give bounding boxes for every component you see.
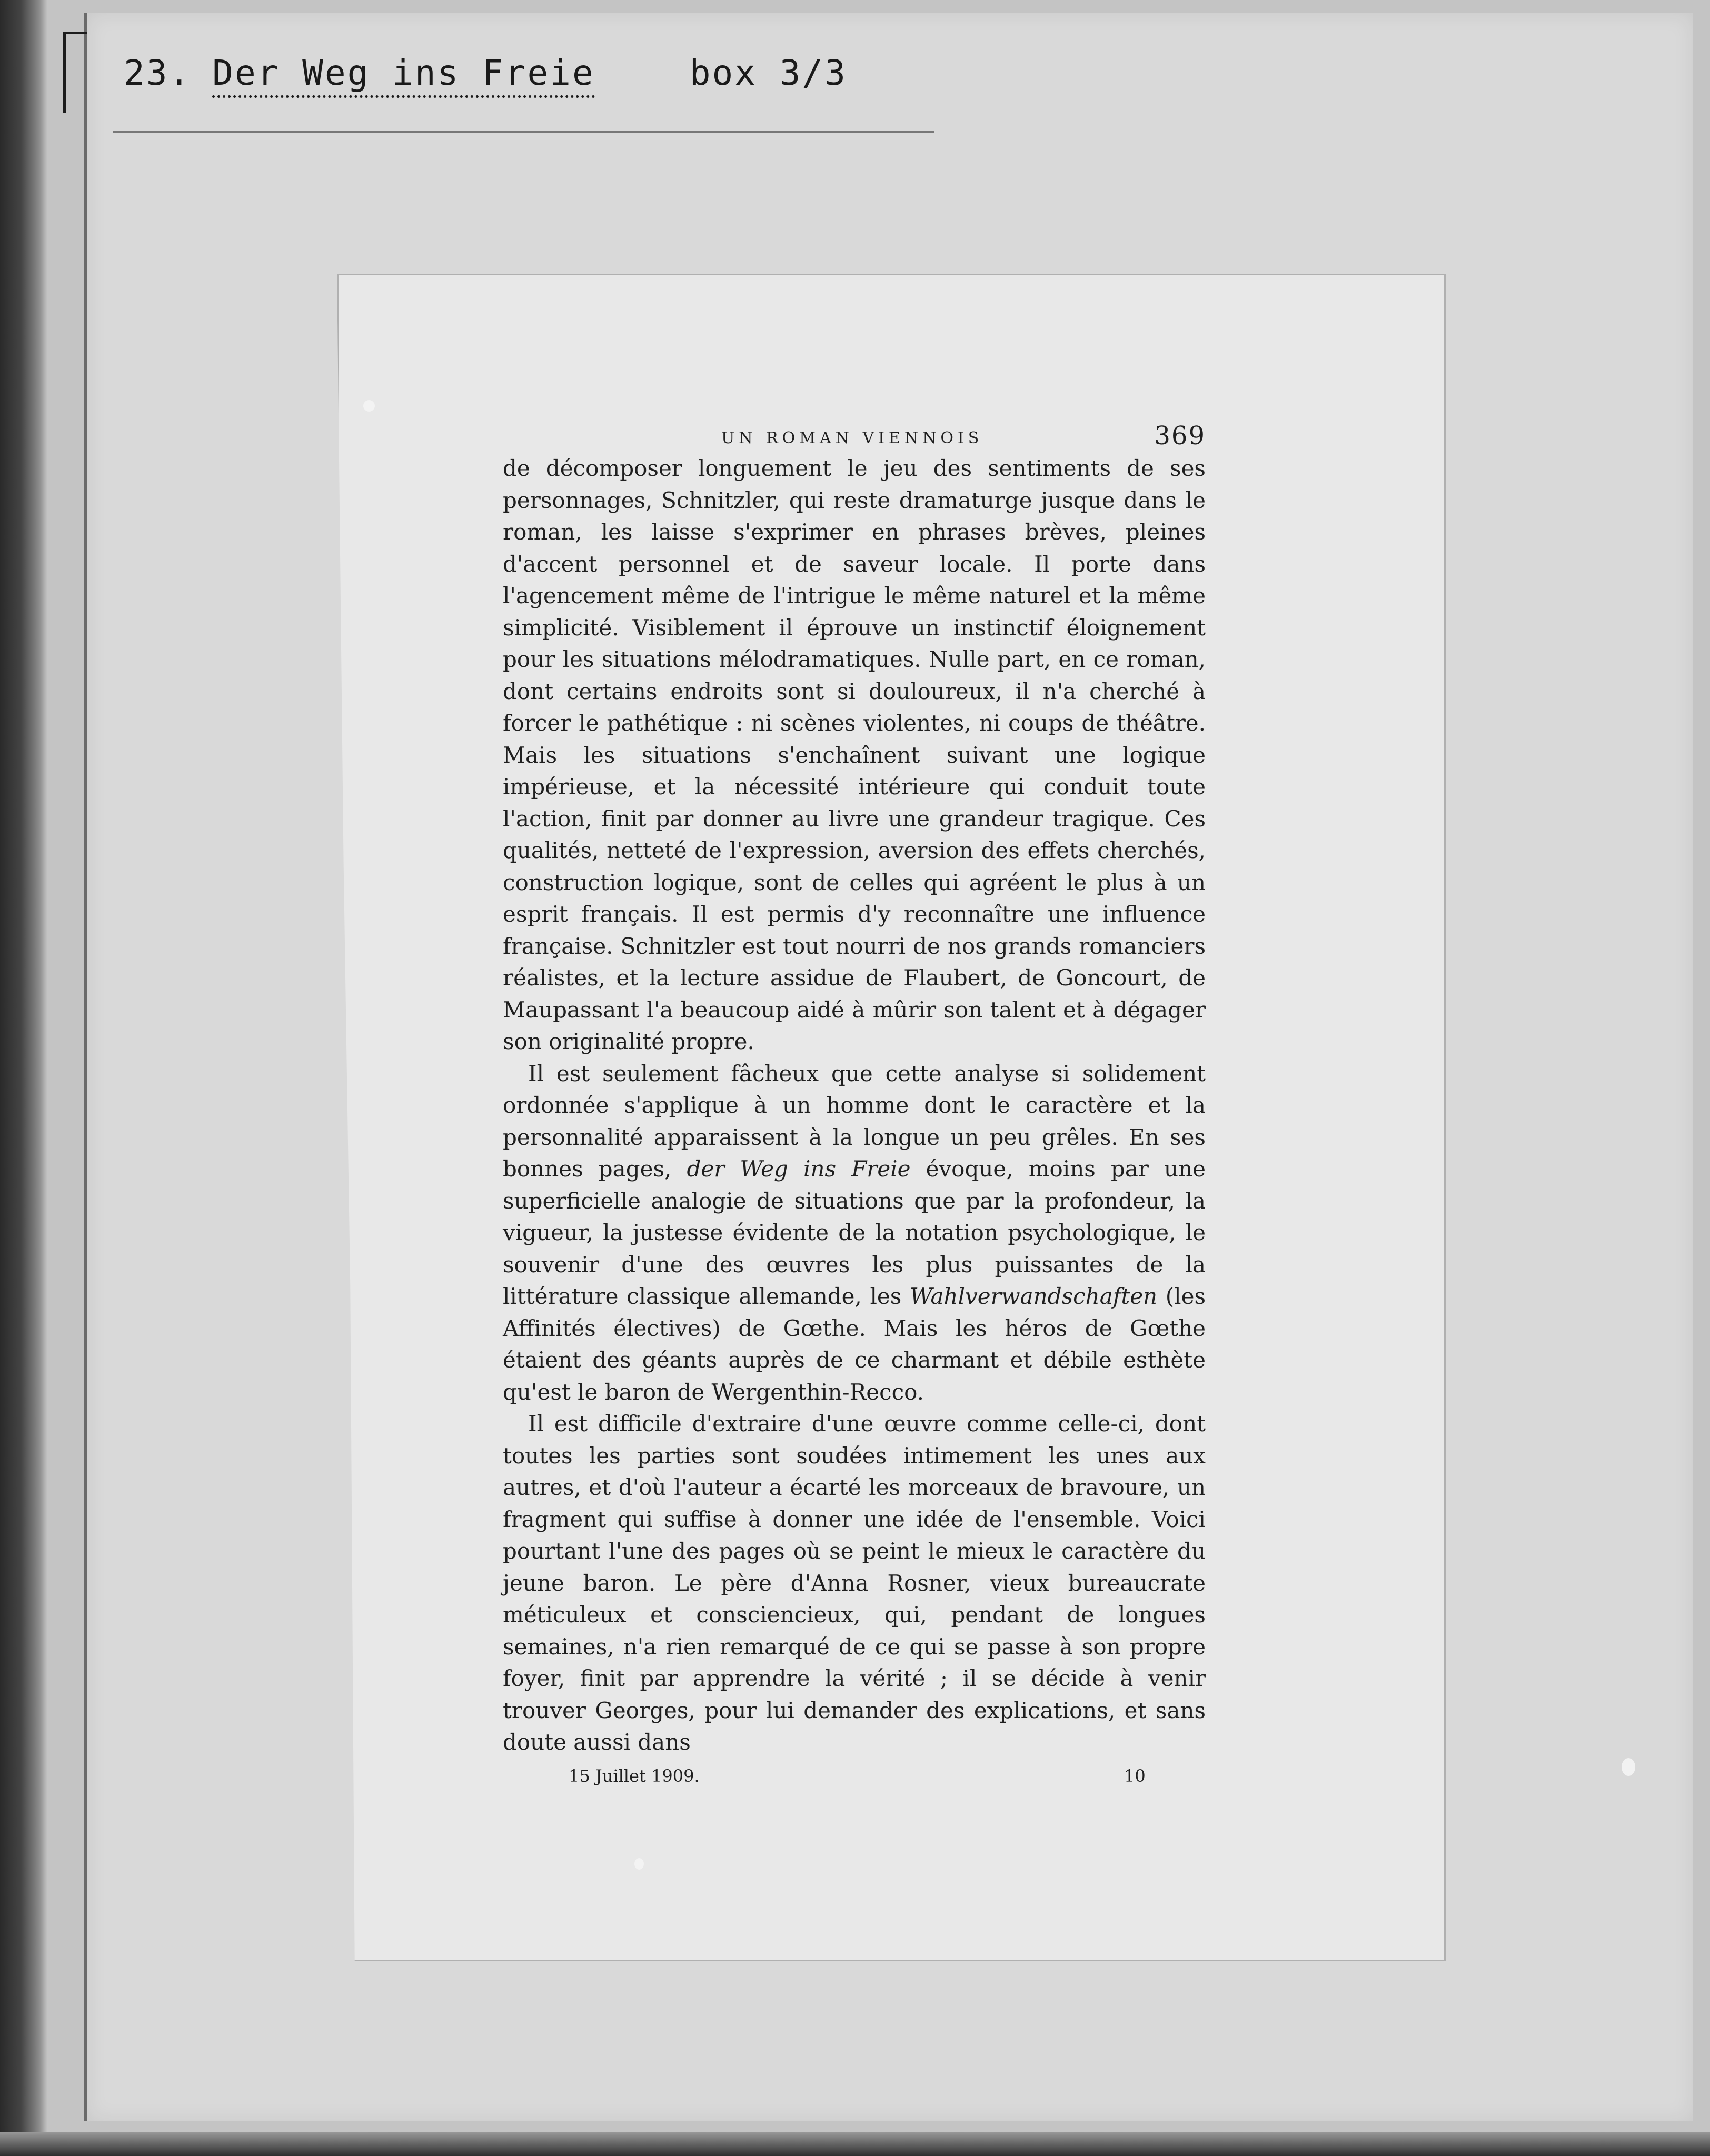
paragraph-text: (les Affinités électives) de Gœthe. Mais les héros de Gœthe étaient des géants auprès de ce charmant et débile esthète qu'est le baron de Wergenthin-Recco.: [503, 1283, 1206, 1405]
page-footer: [503, 1762, 1206, 1793]
footer-date: 15 Juillet 1909.: [569, 1765, 700, 1786]
paragraph-text: Il est seulement fâcheux que cette analyse si solidement ordonnée s'applique à un homme dont le caractère et la personnalité apparaissent à la longue un peu grêles. En ses bonnes pages,: [503, 1060, 1206, 1182]
paragraph-text: évoque, moins par une superficielle analogie de situations que par la profondeur, la vigueur, la justesse évidente de la notation psychologique, le souvenir d'une des œuvres les plus puissantes de la littérature classique allemande, les: [503, 1156, 1206, 1309]
italic-title: der Weg ins Freie: [687, 1156, 911, 1182]
footer-signature: 10: [1124, 1765, 1146, 1786]
scan-left-edge: [0, 0, 47, 2156]
paragraph: de décomposer longuement le jeu des sentiments de ses personnages, Schnitzler, qui reste dramaturge jusque dans le roman, les laisse s'exprimer en phrases brèves, pleines d'accent personnel et de saveur locale. Il porte dans l'agencement même de l'intrigue le même naturel et la même simplicité. Visiblement il éprouve un instinctif éloignement pour les situations mélodramatiques. Nulle part, en ce roman, dont certains endroits sont si douloureux, il n'a cherché à forcer le pathétique : ni scènes violentes, ni coups de théâtre. Mais les situations s'enchaînent suivant une logique impérieuse, et la nécessité intérieure qui conduit toute l'action, finit par donner au livre une grandeur tragique. Ces qualités, netteté de l'expression, aversion des effets cherchés, construction logique, sont de celles qui agréent le plus à un esprit français. Il est permis d'y reconnaître une influence française. Schnitzler est tout nourri de nos grands romanciers réalistes, et la lecture assidue de Flaubert, de Goncourt, de Maupassant l'a beaucoup aidé à mûrir son talent et à dégager son originalité propre.: [503, 455, 1206, 1054]
page-number: 369: [1154, 421, 1206, 451]
scan-blemish: [634, 1858, 644, 1870]
card-header: [124, 53, 847, 93]
scan-bottom-edge: [0, 2132, 1710, 2156]
header-title: Der Weg ins Freie: [212, 53, 595, 98]
scan-blemish: [1622, 1758, 1635, 1776]
running-head-title: UN ROMAN VIENNOIS: [721, 429, 983, 447]
scan-blemish: [363, 400, 375, 412]
running-head: [503, 421, 1206, 453]
card-corner-mark: [63, 32, 87, 113]
header-number: 23.: [124, 53, 192, 93]
italic-title: Wahlverwandschaften: [909, 1283, 1158, 1309]
paragraph: [503, 1058, 1206, 1409]
header-rule: [113, 131, 934, 133]
article-page: [503, 421, 1206, 1793]
header-box-label: box 3/3: [689, 53, 847, 93]
paragraph: Il est difficile d'extraire d'une œuvre comme celle-ci, dont toutes les parties sont soudées intimement les unes aux autres, et d'où l'auteur a écarté les morceaux de bravoure, un fragment qui suffise à donner une idée de l'ensemble. Voici pourtant l'une des pages où se peint le mieux le caractère du jeune baron. Le père d'Anna Rosner, vieux bureaucrate méticuleux et consciencieux, qui, pendant de longues semaines, n'a rien remarqué de ce qui se passe à son propre foyer, finit par apprendre la vérité ; il se décide à venir trouver Georges, pour lui demander des explications, et sans doute aussi dans: [503, 1411, 1206, 1755]
